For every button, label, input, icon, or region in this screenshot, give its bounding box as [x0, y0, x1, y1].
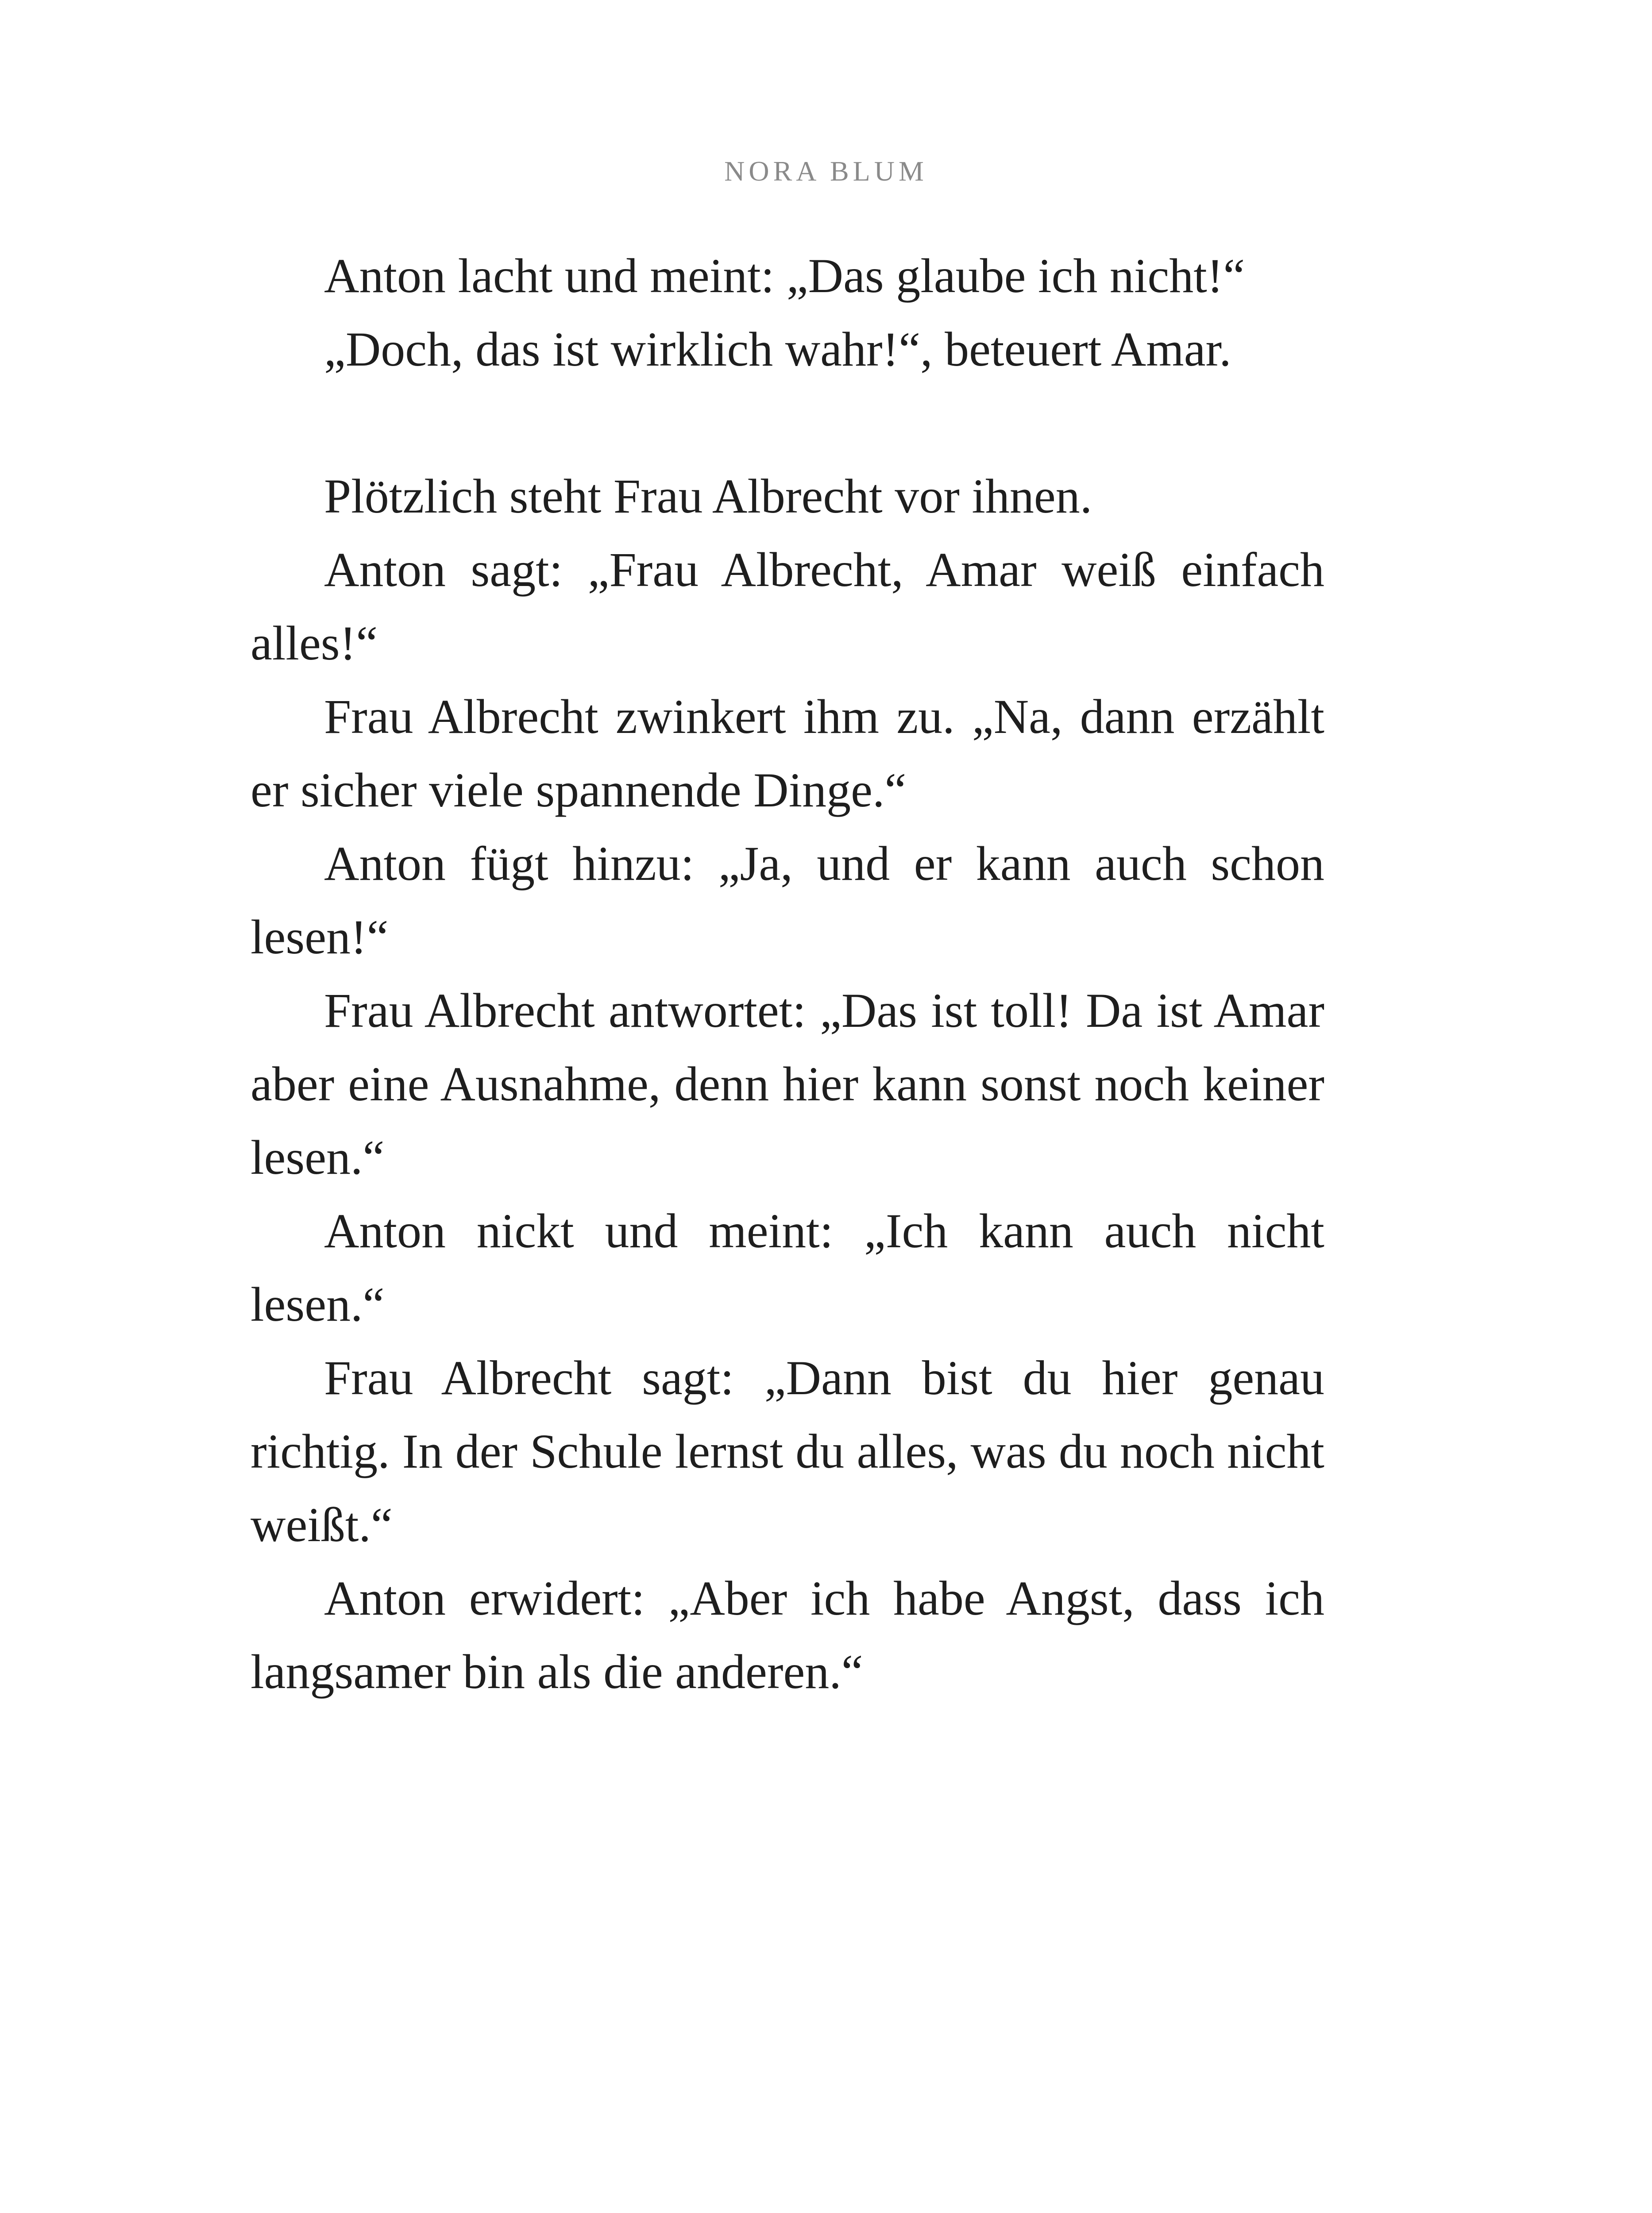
paragraph: Anton sagt: „Frau Albrecht, Amar weiß einfach alles!“ [251, 543, 1324, 670]
paragraph: Anton fügt hinzu: „Ja, und er kann auch schon lesen!“ [251, 837, 1324, 964]
paragraph: Frau Albrecht sagt: „Dann bist du hier genau richtig. In der Schule lernst du alles, was du noch nicht weißt.“ [251, 1351, 1324, 1552]
section-break [251, 386, 1324, 459]
paragraph: Frau Albrecht zwinkert ihm zu. „Na, dann erzählt er sicher viele spannende Dinge.“ [251, 690, 1324, 817]
running-head: NORA BLUM [724, 155, 928, 187]
paragraph: Plötzlich steht Frau Albrecht vor ihnen. [324, 469, 1092, 523]
paragraph: Anton nickt und meint: „Ich kann auch nicht lesen.“ [251, 1204, 1324, 1331]
paragraph: Frau Albrecht antwortet: „Das ist toll! Da ist Amar aber eine Ausnahme, denn hier kann sonst noch keiner lesen.“ [251, 983, 1324, 1184]
paragraph: Anton erwidert: „Aber ich habe Angst, dass ich langsamer bin als die anderen.“ [251, 1571, 1324, 1699]
body-text [251, 239, 1324, 1708]
paragraph: „Doch, das ist wirklich wahr!“, beteuert Amar. [324, 322, 1231, 376]
paragraph: Anton lacht und meint: „Das glaube ich nicht!“ [324, 249, 1245, 303]
